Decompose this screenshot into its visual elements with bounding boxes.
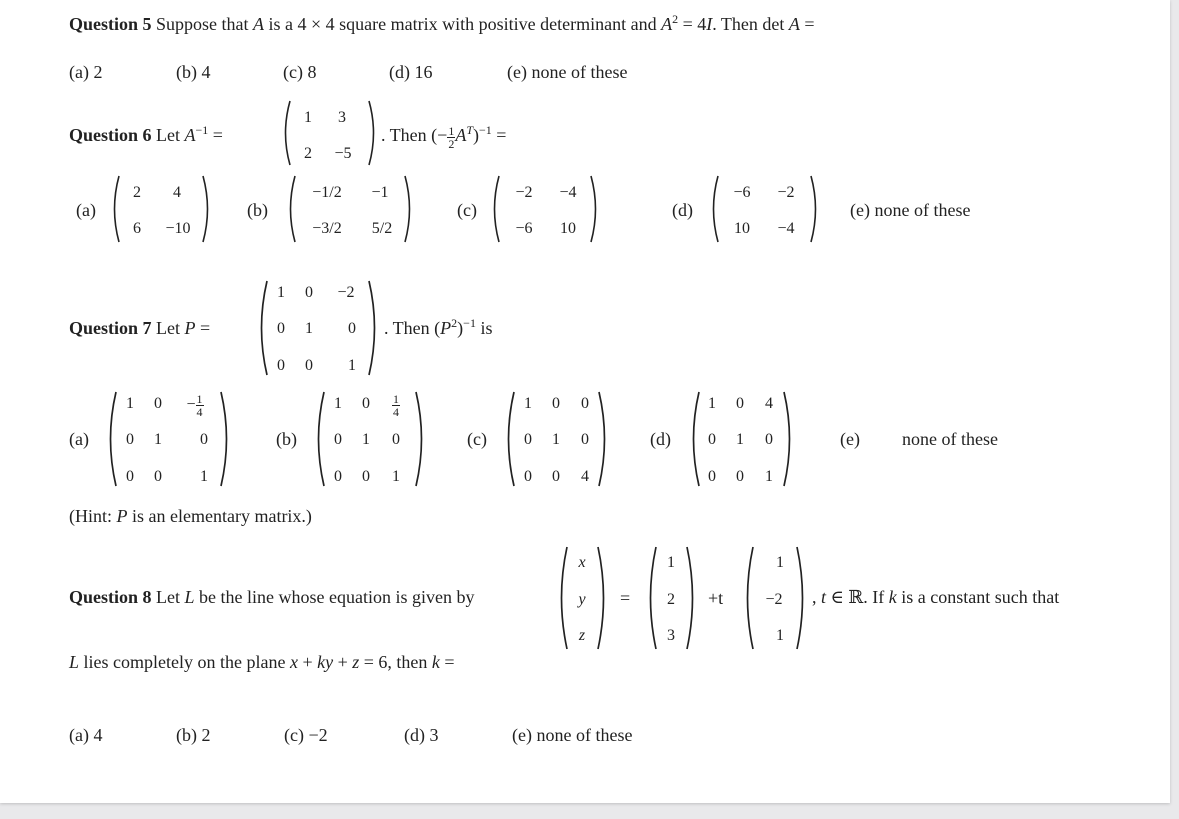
- vector-cell: 1: [667, 554, 675, 571]
- q5-option-d: (d) 16: [389, 62, 433, 82]
- q5-option-e: (e) none of these: [507, 62, 628, 82]
- left-paren: [311, 390, 327, 488]
- is-text: is: [480, 318, 493, 338]
- question-8-line2: L lies completely on the plane x + ky + z = 6, then k =: [69, 652, 455, 672]
- then-text: . Then: [384, 318, 430, 338]
- matrix-cell-frac: $\frac{1}{4}$: [393, 392, 399, 419]
- q8-option-b: (b) 2: [176, 725, 211, 745]
- matrix-cell: −2: [337, 284, 355, 301]
- question-8-label: Question 8: [69, 587, 152, 607]
- question-7-hint: (Hint: P is an elementary matrix.): [69, 506, 312, 526]
- matrix-cell: −1/2: [312, 184, 342, 201]
- q6-option-b-label: (b): [247, 200, 268, 220]
- matrix-cell: 0: [708, 431, 716, 448]
- matrix-cell: −2: [777, 184, 795, 201]
- matrix-cell: 0: [736, 468, 744, 485]
- matrix-cell: 3: [338, 109, 346, 126]
- right-paren: [366, 279, 382, 377]
- matrix-cell: 0: [552, 395, 560, 412]
- question-6-header: Question 6 Let $A^{-1}$ =: [69, 123, 223, 145]
- matrix-cell: −4: [559, 184, 577, 201]
- matrix-cell: 2: [133, 184, 141, 201]
- matrix-cell: 0: [581, 431, 589, 448]
- matrix-cell: 1: [708, 395, 716, 412]
- right-paren: [684, 545, 700, 651]
- matrix-cell: 1: [524, 395, 532, 412]
- q5-option-a: (a) 2: [69, 62, 103, 82]
- vector-cell: 1: [776, 627, 784, 644]
- left-paren: [686, 390, 702, 488]
- matrix-cell: 0: [277, 357, 285, 374]
- matrix-cell: 0: [348, 320, 356, 337]
- q8-option-e: (e) none of these: [512, 725, 633, 745]
- matrix-cell: 0: [524, 431, 532, 448]
- matrix-cell: 1: [392, 468, 400, 485]
- q7-option-d-label: (d): [650, 429, 671, 449]
- matrix-cell-frac: − $\frac{1}{4}$: [186, 392, 203, 419]
- left-paren: [254, 279, 270, 377]
- matrix-cell: 0: [392, 431, 400, 448]
- question-8-header: [69, 586, 474, 608]
- matrix-cell: 4: [173, 184, 181, 201]
- q6-option-e: (e) none of these: [850, 200, 971, 220]
- matrix-cell: 2: [304, 145, 312, 162]
- matrix-cell: 10: [560, 220, 576, 237]
- right-paren: [366, 99, 380, 167]
- matrix-cell: 4: [765, 395, 773, 412]
- matrix-cell: 1: [362, 431, 370, 448]
- matrix-cell: 1: [305, 320, 313, 337]
- matrix-cell: 1: [304, 109, 312, 126]
- q7-option-b-label: (b): [276, 429, 297, 449]
- question-7-header: Question 7 Let P =: [69, 318, 211, 338]
- left-paren: [554, 545, 570, 651]
- q6-option-a-label: (a): [76, 200, 96, 220]
- matrix-cell: 0: [154, 395, 162, 412]
- matrix-cell: 1: [765, 468, 773, 485]
- right-paren: [808, 174, 822, 244]
- right-paren: [794, 545, 810, 651]
- right-paren: [596, 390, 612, 488]
- matrix-cell: 1: [552, 431, 560, 448]
- plus-t: +t: [708, 588, 724, 608]
- matrix-cell: −5: [334, 145, 352, 162]
- q8-option-a: (a) 4: [69, 725, 103, 745]
- matrix-cell: 1: [277, 284, 285, 301]
- question-7-then: . Then $(P^2)^{-1}$ is: [384, 316, 493, 338]
- q6-option-c-label: (c): [457, 200, 477, 220]
- vector-cell: x: [578, 554, 586, 571]
- q7-option-a-label: (a): [69, 429, 89, 449]
- matrix-cell: 0: [126, 468, 134, 485]
- left-paren: [279, 99, 293, 167]
- right-paren: [402, 174, 416, 244]
- q5-option-b: (b) 4: [176, 62, 211, 82]
- matrix-cell: 0: [334, 468, 342, 485]
- vector-cell: −2: [765, 591, 783, 608]
- q8-option-c: (c) −2: [284, 725, 328, 745]
- question-8-tail: , t ∈ ℝ. If k is a constant such that: [812, 587, 1060, 607]
- q7-option-c-label: (c): [467, 429, 487, 449]
- matrix-cell: −3/2: [312, 220, 342, 237]
- matrix-cell: 5/2: [371, 220, 393, 237]
- vector-cell: 2: [667, 591, 675, 608]
- matrix-cell: 0: [305, 357, 313, 374]
- right-paren: [588, 174, 602, 244]
- matrix-cell: 6: [133, 220, 141, 237]
- matrix-cell: 0: [362, 395, 370, 412]
- matrix-cell: 1: [154, 431, 162, 448]
- question-7-let: Let: [156, 318, 181, 338]
- vector-cell: z: [578, 627, 586, 644]
- matrix-cell: 0: [362, 468, 370, 485]
- matrix-cell: 0: [305, 284, 313, 301]
- vector-cell: y: [578, 591, 586, 608]
- matrix-cell: −6: [733, 184, 751, 201]
- right-paren: [595, 545, 611, 651]
- matrix-cell: 1: [334, 395, 342, 412]
- matrix-cell: 0: [277, 320, 285, 337]
- left-paren: [108, 174, 122, 244]
- matrix-cell: 0: [154, 468, 162, 485]
- left-paren: [284, 174, 298, 244]
- then-text: . Then: [381, 125, 427, 145]
- matrix-cell: −4: [777, 220, 795, 237]
- equals-sign: =: [620, 588, 631, 608]
- matrix-cell: 1: [348, 357, 356, 374]
- matrix-cell: 4: [581, 468, 589, 485]
- question-6-then: . Then (− $\frac{1}{2}$ $A^T)^{-1}$ =: [381, 123, 507, 151]
- matrix-cell: 0: [334, 431, 342, 448]
- matrix-cell: 0: [765, 431, 773, 448]
- matrix-cell: 0: [200, 431, 208, 448]
- question-8-text: Let L be the line whose equation is given by: [156, 587, 475, 607]
- left-paren: [488, 174, 502, 244]
- right-paren: [413, 390, 429, 488]
- matrix-cell: 0: [708, 468, 716, 485]
- matrix-cell: 1: [126, 395, 134, 412]
- left-paren: [501, 390, 517, 488]
- matrix-cell: −2: [515, 184, 533, 201]
- question-7-label: Question 7: [69, 318, 152, 338]
- question-5: [69, 13, 815, 35]
- matrix-cell: 0: [736, 395, 744, 412]
- question-5-text: Suppose that A is a 4 × 4 square matrix with positive determinant and $A^2 = 4I$. Then det A =: [156, 12, 815, 34]
- q7-option-e-text: none of these: [902, 429, 998, 449]
- matrix-cell: 0: [126, 431, 134, 448]
- q5-option-c: (c) 8: [283, 62, 317, 82]
- matrix-cell: −1: [371, 184, 389, 201]
- q7-option-e-label: (e): [840, 429, 860, 449]
- matrix-cell: −10: [165, 220, 191, 237]
- matrix-cell: 10: [734, 220, 750, 237]
- matrix-cell: 1: [736, 431, 744, 448]
- question-5-label: Question 5: [69, 14, 152, 34]
- left-paren: [643, 545, 659, 651]
- right-paren: [781, 390, 797, 488]
- q6-option-d-label: (d): [672, 200, 693, 220]
- left-paren: [707, 174, 721, 244]
- matrix-cell: 0: [552, 468, 560, 485]
- left-paren: [740, 545, 756, 651]
- vector-cell: 1: [776, 554, 784, 571]
- matrix-cell: 1: [200, 468, 208, 485]
- left-paren: [103, 390, 119, 488]
- q8-option-d: (d) 3: [404, 725, 439, 745]
- matrix-cell: 0: [581, 395, 589, 412]
- matrix-cell: 0: [524, 468, 532, 485]
- right-paren: [200, 174, 214, 244]
- vector-cell: 3: [667, 627, 675, 644]
- matrix-cell: −6: [515, 220, 533, 237]
- question-6-let: Let: [156, 125, 181, 145]
- question-6-label: Question 6: [69, 125, 152, 145]
- right-paren: [218, 390, 234, 488]
